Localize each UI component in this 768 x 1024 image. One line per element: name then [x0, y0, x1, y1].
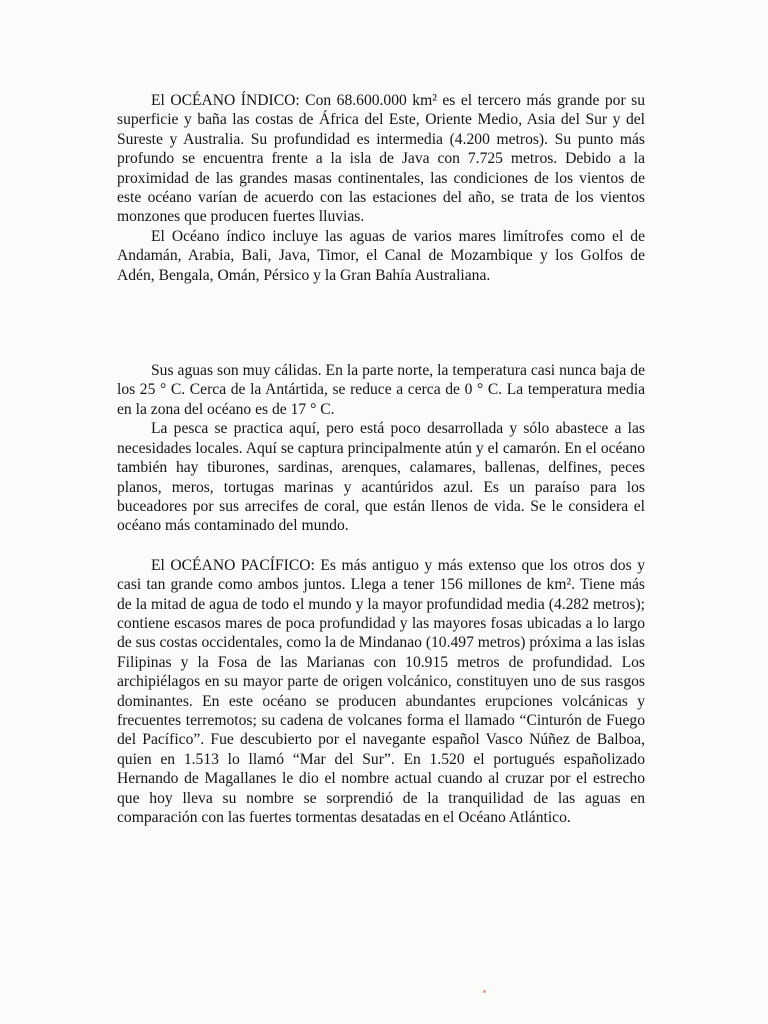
paragraph-indian-ocean-seas: El Océano índico incluye las aguas de varios mares limítrofes como el de Andamán, Arabia, Bali, Java, Timor, el Canal de Mozambique y los Golfos de Adén, Bengala, Omán, Pérsico y la Gran Bahía Australiana. — [117, 227, 645, 284]
paragraph-indian-ocean-temperature: Sus aguas son muy cálidas. En la parte norte, la temperatura casi nunca baja de los 25 ° C. Cerca de la Antártida, se reduce a cerca de 0 ° C. La temperatura media en la zona del océano es de 17 ° C. — [117, 362, 645, 418]
paragraph-pacific-ocean: El OCÉANO PACÍFICO: Es más antiguo y más extenso que los otros dos y casi tan grande como ambos juntos. Llega a tener 156 millones de km². Tiene más de la mitad de agua de todo el mundo y la mayor profundidad media (4.282 metros); contiene escasos mares de poca profundidad y las mayores fosas ubicadas a lo largo de sus costas occidentales, como la de Mindanao (10.497 metros) próxima a las islas Filipinas y la Fosa de las Marianas con 10.915 metros de profundidad. Los archipiélagos en su mayor parte de origen volcánico, constituyen uno de sus rasgos dominantes. En este océano se producen abundantes erupciones volcánicas y frecuentes terremotos; su cadena de volcanes forma el llamado “Cinturón de Fuego del Pacífico”. Fue descubierto por el navegante español Vasco Núñez de Balboa, quien en 1.513 lo llamó “Mar del Sur”. En 1.520 el portugués españolizado Hernando de Magallanes le dio el nombre actual cuando al cruzar por el estrecho que hoy lleva su nombre se sorprendió de la tranquilidad de las aguas en comparación con las fuertes tormentas desatadas en el Océano Atlántico. — [117, 556, 645, 826]
blank-gap — [117, 285, 645, 361]
paragraph-indian-ocean-intro: El OCÉANO ÍNDICO: Con 68.600.000 km² es el tercero más grande por su superficie y baña las costas de África del Este, Oriente Medio, Asia del Sur y del Sureste y Australia. Su profundidad es intermedia (4.200 metros). Su punto más profundo se encuentra frente a la isla de Java con 7.725 metros. Debido a la proximidad de las grandes masas continentales, las condiciones de los vientos de este océano varían de acuerdo con las estaciones del año, se trata de los vientos monzones que producen fuertes lluvias. — [117, 92, 645, 226]
scan-speck — [483, 990, 486, 993]
blank-gap — [117, 536, 645, 556]
scanned-document-page — [117, 91, 645, 827]
paragraph-indian-ocean-fishing: La pesca se practica aquí, pero está poco desarrollada y sólo abastece a las necesidades locales. Aquí se captura principalmente atún y el camarón. En el océano también hay tiburones, sardinas, arenques, calamares, ballenas, delfines, peces planos, meros, tortugas marinas y acantúridos azul. Es un paraíso para los buceadores por sus arrecifes de coral, que están llenos de vida. Se le considera el océano más contaminado del mundo. — [117, 420, 645, 535]
